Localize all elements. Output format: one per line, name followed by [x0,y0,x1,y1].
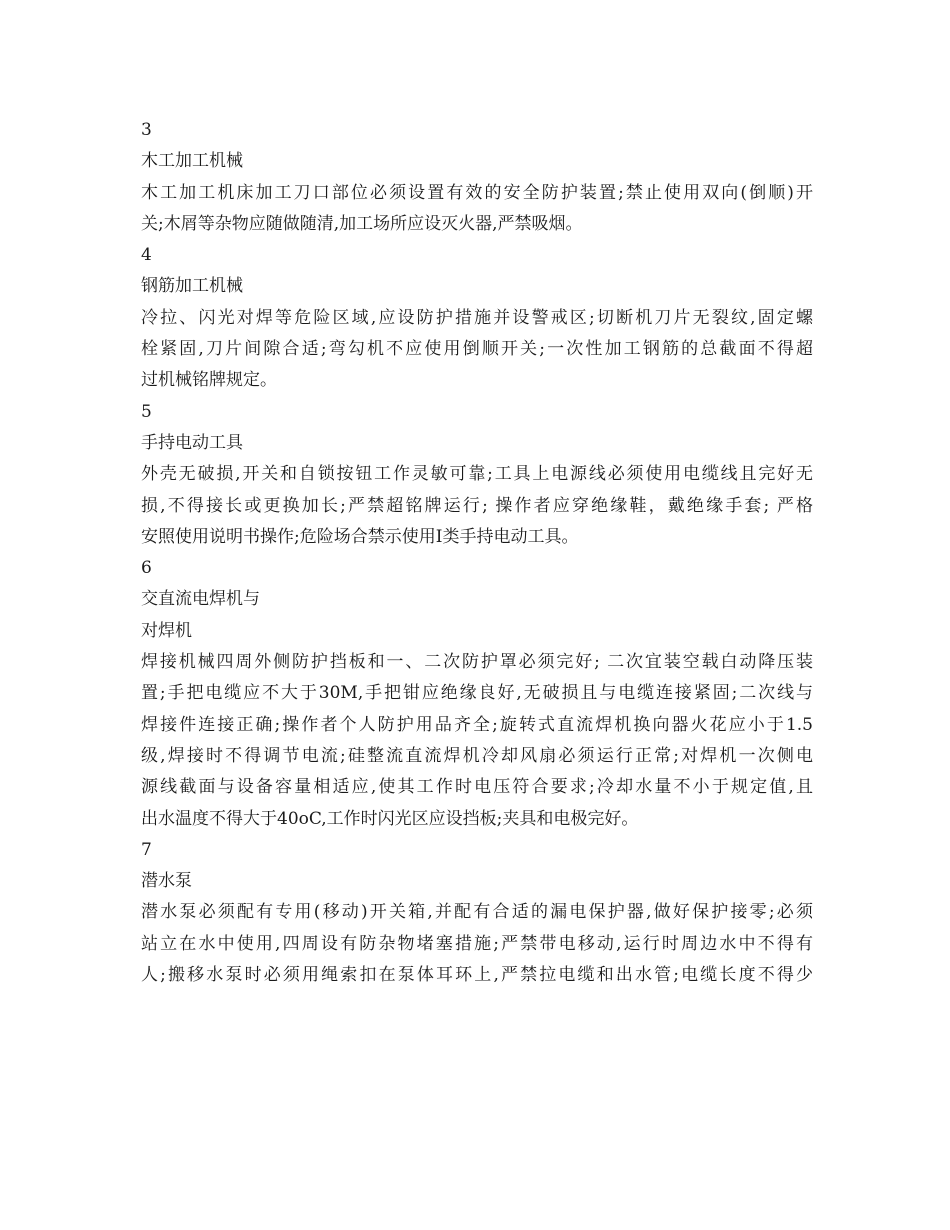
document-body [141,115,813,991]
section-number: 7 [141,839,152,860]
section-number: 4 [141,245,152,266]
paragraph-line: 出水温度不得大于40oC,工作时闪光区应设挡板;夹具和电极完好。 [141,808,639,829]
section-title: 手持电动工具 [141,432,243,453]
paragraph-line: 过机械铭牌规定。 [141,370,277,391]
paragraph-line: 站立在水中使用,四周设有防杂物堵塞措施;严禁带电移动,运行时周边水中不得有 [141,933,813,954]
section-number: 3 [141,120,152,140]
paragraph-line: 关;木屑等杂物应随做随清,加工场所应设灭火器,严禁吸烟。 [141,213,583,234]
paragraph-line: 栓紧固,刀片间隙合适;弯勾机不应使用倒顺开关;一次性加工钢筋的总截面不得超 [141,339,813,360]
paragraph-line: 焊接件连接正确;操作者个人防护用品齐全;旋转式直流焊机换向器火花应小于1.5 [141,714,813,735]
section-title: 交直流电焊机与 [141,589,260,610]
paragraph-line: 级,焊接时不得调节电流;硅整流直流焊机冷却风扇必须运行正常;对焊机一次侧电 [141,745,813,766]
paragraph-line: 冷拉、闪光对焊等危险区域,应设防护措施并设警戒区;切断机刀片无裂纹,固定螺 [141,307,813,328]
section-number: 5 [141,401,152,422]
section-title: 钢筋加工机械 [141,276,243,297]
section-number: 6 [141,558,152,579]
section-title: 对焊机 [141,620,192,641]
paragraph-line: 源线截面与设备容量相适应,使其工作时电压符合要求;冷却水量不小于规定值,且 [141,777,813,798]
section-title: 潜水泵 [141,871,192,892]
paragraph-line: 人;搬移水泵时必须用绳索扣在泵体耳环上,严禁拉电缆和出水管;电缆长度不得少 [141,965,813,986]
paragraph-line: 损,不得接长或更换加长;严禁超铭牌运行; 操作者应穿绝缘鞋，戴绝缘手套; 严格 [141,495,813,516]
paragraph-line: 安照使用说明书操作;危险场合禁示使用Ⅰ类手持电动工具。 [141,526,579,547]
section-title: 木工加工机械 [141,151,243,172]
paragraph-line: 潜水泵必须配有专用(移动)开关箱,并配有合适的漏电保护器,做好保护接零;必须 [141,902,813,923]
paragraph-line: 焊接机械四周外侧防护挡板和一、二次防护罩必须完好; 二次宜装空载白动降压装 [141,652,813,673]
paragraph-line: 置;手把电缆应不大于30M,手把钳应绝缘良好,无破损且与电缆连接紧固;二次线与 [141,683,813,704]
paragraph-line: 木工加工机床加工刀口部位必须设置有效的安全防护装置;禁止使用双向(倒顺)开 [141,182,813,203]
paragraph-line: 外壳无破损,开关和自锁按钮工作灵敏可靠;工具上电源线必须使用电缆线且完好无 [141,464,813,485]
